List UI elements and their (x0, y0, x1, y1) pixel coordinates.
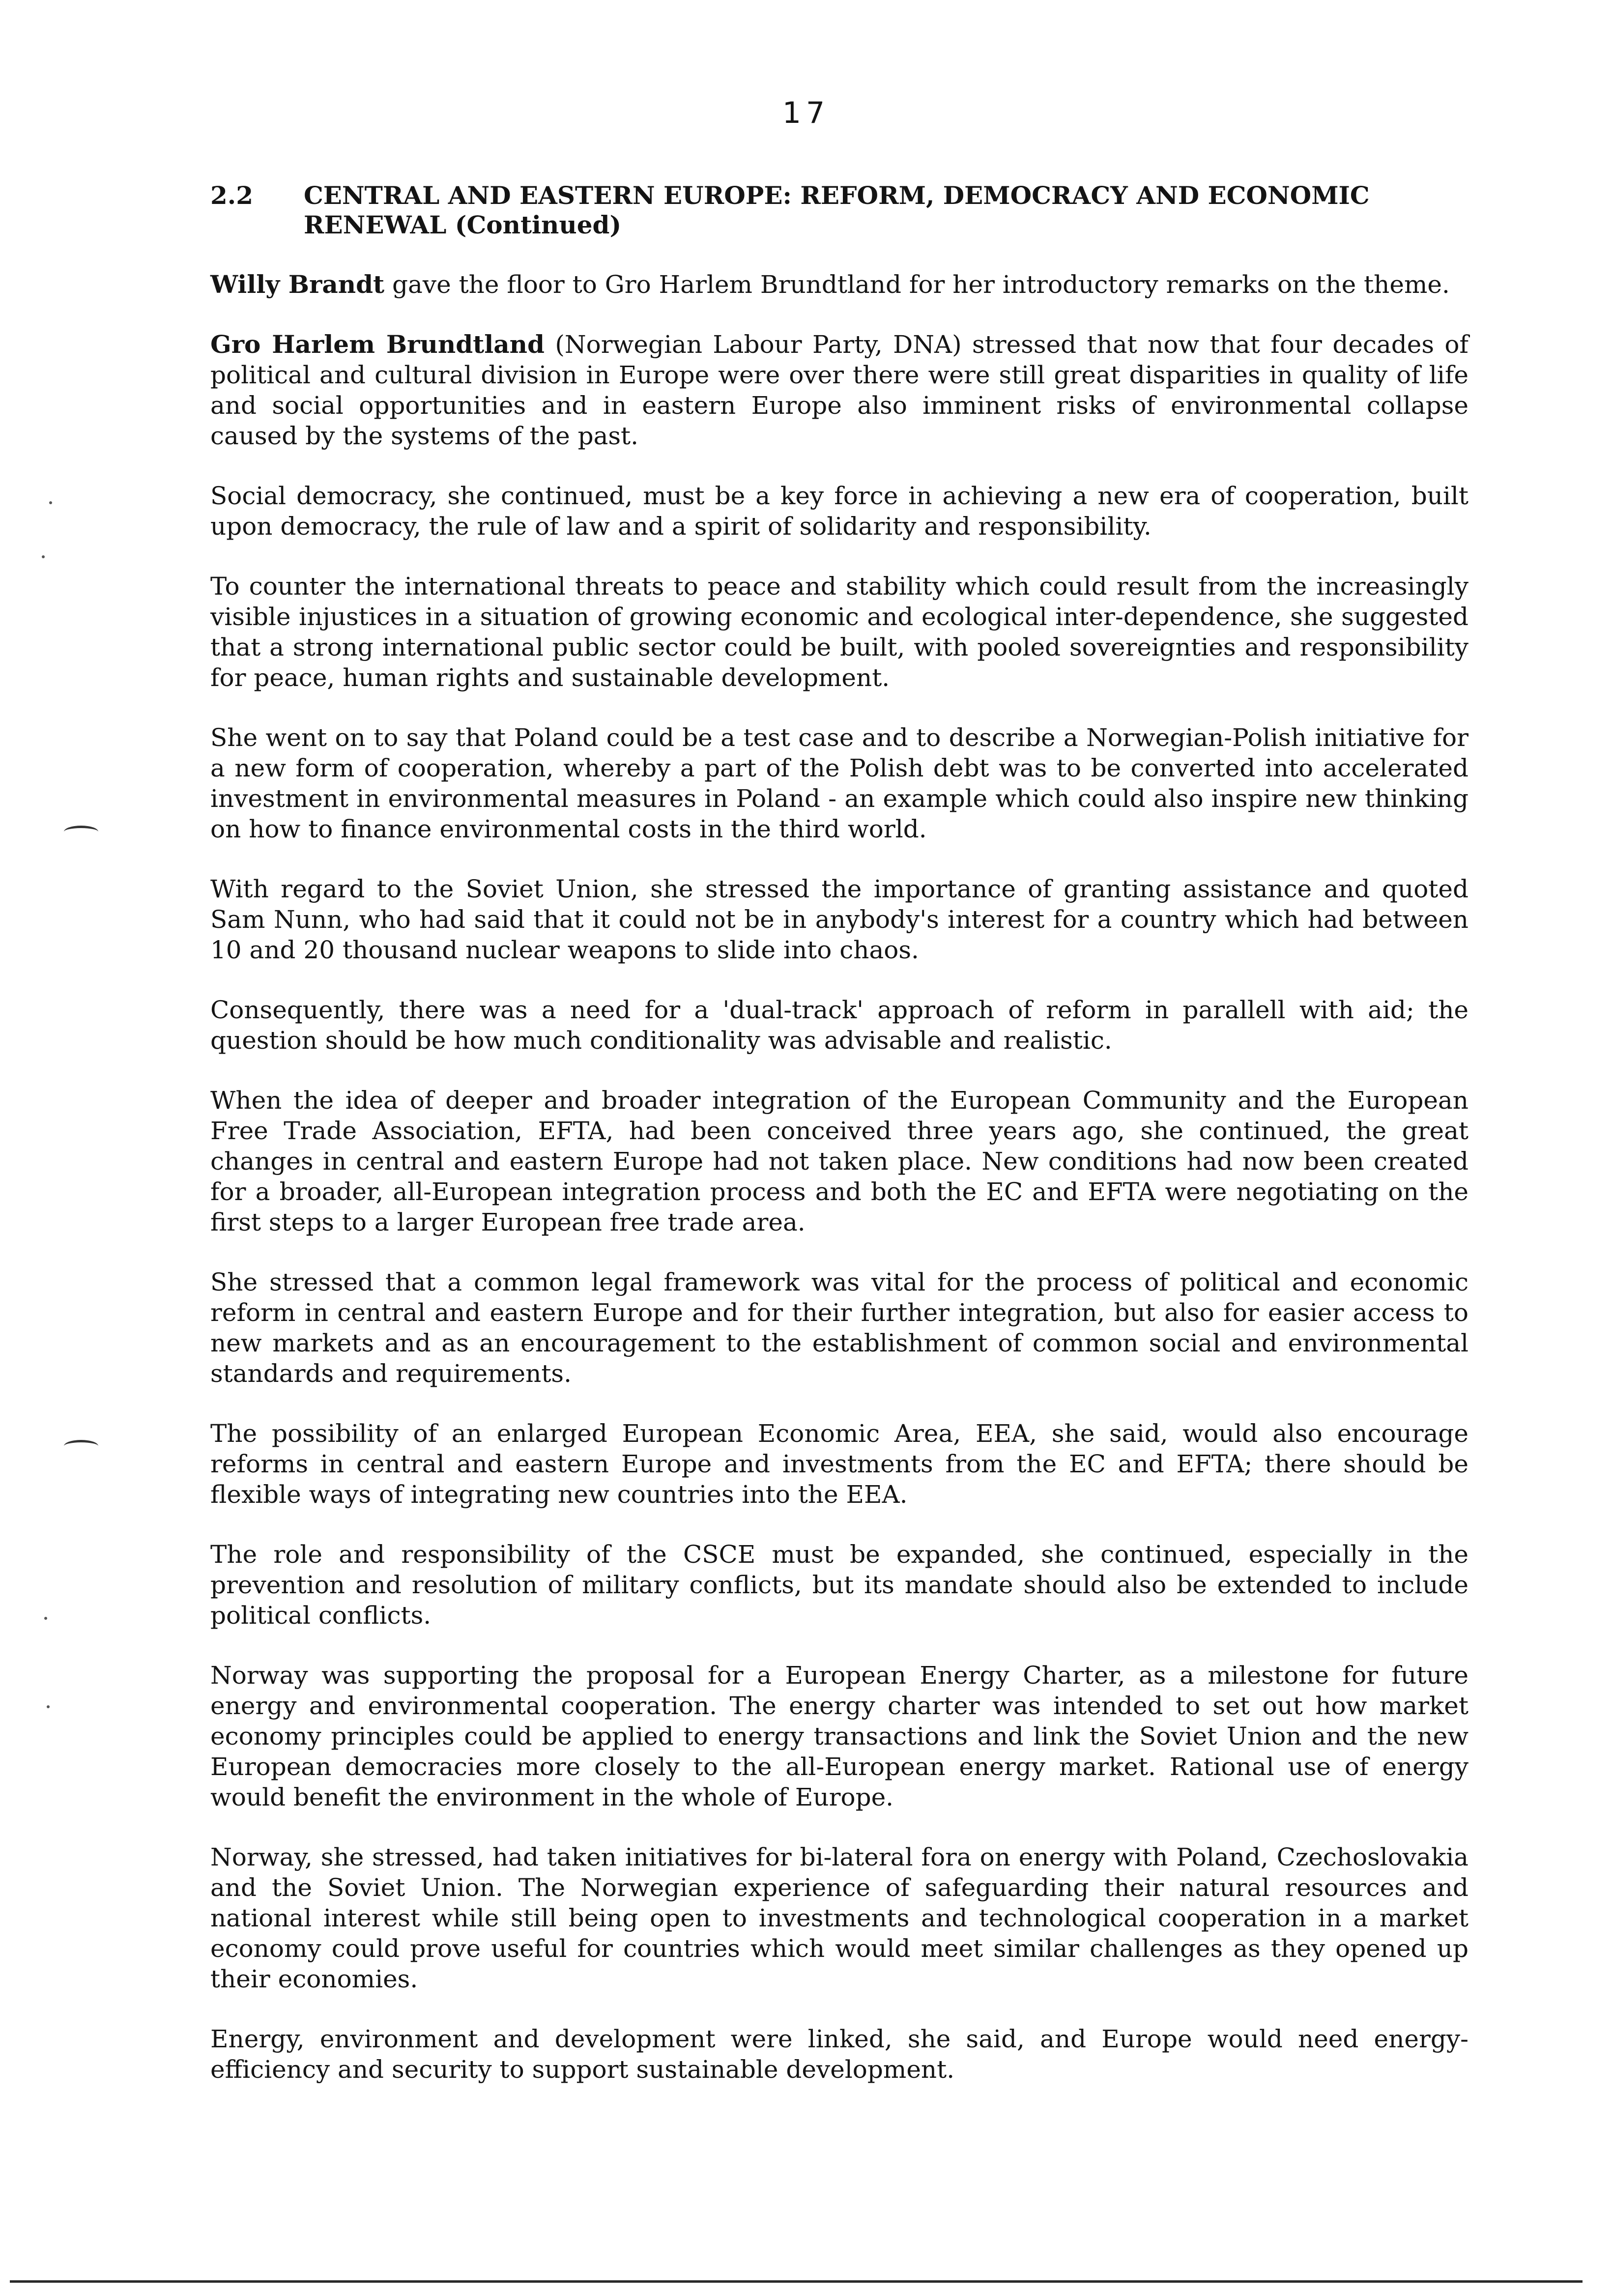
paragraph (210, 1539, 1468, 1631)
paragraph-text: She went on to say that Poland could be a test case and to describe a Norwegian-Polish initiative for a new form of cooperation, whereby a part of the Polish debt was to be converted into accelerated investment in environmental measures in Poland - an example which could also inspire new thinking on how to finance environmental costs in the third world. (210, 723, 1468, 843)
paragraph (210, 1085, 1468, 1237)
paragraph-text: Social democracy, she continued, must be a key force in achieving a new era of cooperation, built upon democracy, the rule of law and a spirit of solidarity and responsibility. (210, 482, 1468, 541)
paragraph-text: Consequently, there was a need for a 'dual-track' approach of reform in parallell with aid; the question should be how much conditionality was advisable and realistic. (210, 996, 1468, 1055)
paragraph-text: The possibility of an enlarged European Economic Area, EEA, she said, would also encourage reforms in central and eastern Europe and investments from the EC and EFTA; there should be flexible ways of integrating new countries into the EEA. (210, 1419, 1468, 1509)
margin-punch-mark (64, 1440, 98, 1452)
paragraph-text: When the idea of deeper and broader integration of the European Community and the European Free Trade Association, EFTA, had been conceived three years ago, she continued, the great changes in central and eastern Europe had not taken place. New conditions had now been created for a broader, all-European integration process and both the EC and EFTA were negotiating on the first steps to a larger European free trade area. (210, 1086, 1468, 1236)
section-heading (210, 181, 1468, 240)
paragraph-text: gave the floor to Gro Harlem Brundtland for her introductory remarks on the theme. (384, 270, 1450, 299)
paragraph (210, 1660, 1468, 1812)
margin-punch-mark (64, 826, 98, 838)
margin-speck (44, 1617, 47, 1620)
paragraph-text: Energy, environment and development were linked, she said, and Europe would need energy-efficiency and security to support sustainable development. (210, 2025, 1468, 2084)
speaker-name: Gro Harlem Brundtland (210, 330, 545, 359)
section-number: 2.2 (210, 181, 253, 210)
margin-speck (49, 501, 52, 504)
paragraph-text: (Norwegian Labour Party, DNA) stressed that now that four decades of political and cultural division in Europe were over there were still great disparities in quality of life and social opportunities and in eastern Europe also imminent risks of environmental collapse caused by the systems of the past. (210, 330, 1468, 450)
paragraph (210, 269, 1468, 300)
section-title: CENTRAL AND EASTERN EUROPE: REFORM, DEMOCRACY AND ECONOMIC RENEWAL (Continued) (304, 181, 1370, 239)
paragraph-text: To counter the international threats to peace and stability which could result from the increasingly visible injustices in a situation of growing economic and ecological inter-dependence, she suggested that a strong international public sector could be built, with pooled sovereignties and responsibility for peace, human rights and sustainable development. (210, 572, 1468, 692)
paragraph (210, 481, 1468, 542)
paragraph (210, 329, 1468, 451)
page-number: 17 (782, 96, 830, 130)
paragraph-text: Norway, she stressed, had taken initiatives for bi-lateral fora on energy with Poland, Czechoslovakia and the Soviet Union. The Norwegian experience of safeguarding their natural resources and national interest while still being open to investments and technological cooperation in a market economy could prove useful for countries which would meet similar challenges as they opened up their economies. (210, 1843, 1468, 1993)
margin-speck (42, 555, 45, 558)
paragraph-text: The role and responsibility of the CSCE must be expanded, she continued, especially in the prevention and resolution of military conflicts, but its mandate should also be extended to include political conflicts. (210, 1540, 1468, 1630)
paragraph (210, 1267, 1468, 1389)
paragraph (210, 722, 1468, 844)
paragraph (210, 571, 1468, 693)
page-bottom-rule (10, 2280, 1583, 2283)
paragraph-text: She stressed that a common legal framework was vital for the process of political and economic reform in central and eastern Europe and for their further integration, but also for easier access to new markets and as an encouragement to the establishment of common social and environmental standards and requirements. (210, 1268, 1468, 1388)
paragraph (210, 2024, 1468, 2085)
paragraph (210, 874, 1468, 965)
paragraph-text: With regard to the Soviet Union, she stressed the importance of granting assistance and quoted Sam Nunn, who had said that it could not be in anybody's interest for a country which had between 10 and 20 thousand nuclear weapons to slide into chaos. (210, 875, 1468, 964)
paragraph (210, 1842, 1468, 1994)
margin-speck (47, 1705, 50, 1708)
paragraph-text: Norway was supporting the proposal for a European Energy Charter, as a milestone for future energy and environmental cooperation. The energy charter was intended to set out how market economy principles could be applied to energy transactions and link the Soviet Union and the new European democracies more closely to the all-European energy market. Rational use of energy would benefit the environment in the whole of Europe. (210, 1661, 1468, 1811)
document-body (210, 269, 1468, 2114)
speaker-name: Willy Brandt (210, 270, 385, 299)
paragraph (210, 995, 1468, 1056)
paragraph (210, 1418, 1468, 1510)
